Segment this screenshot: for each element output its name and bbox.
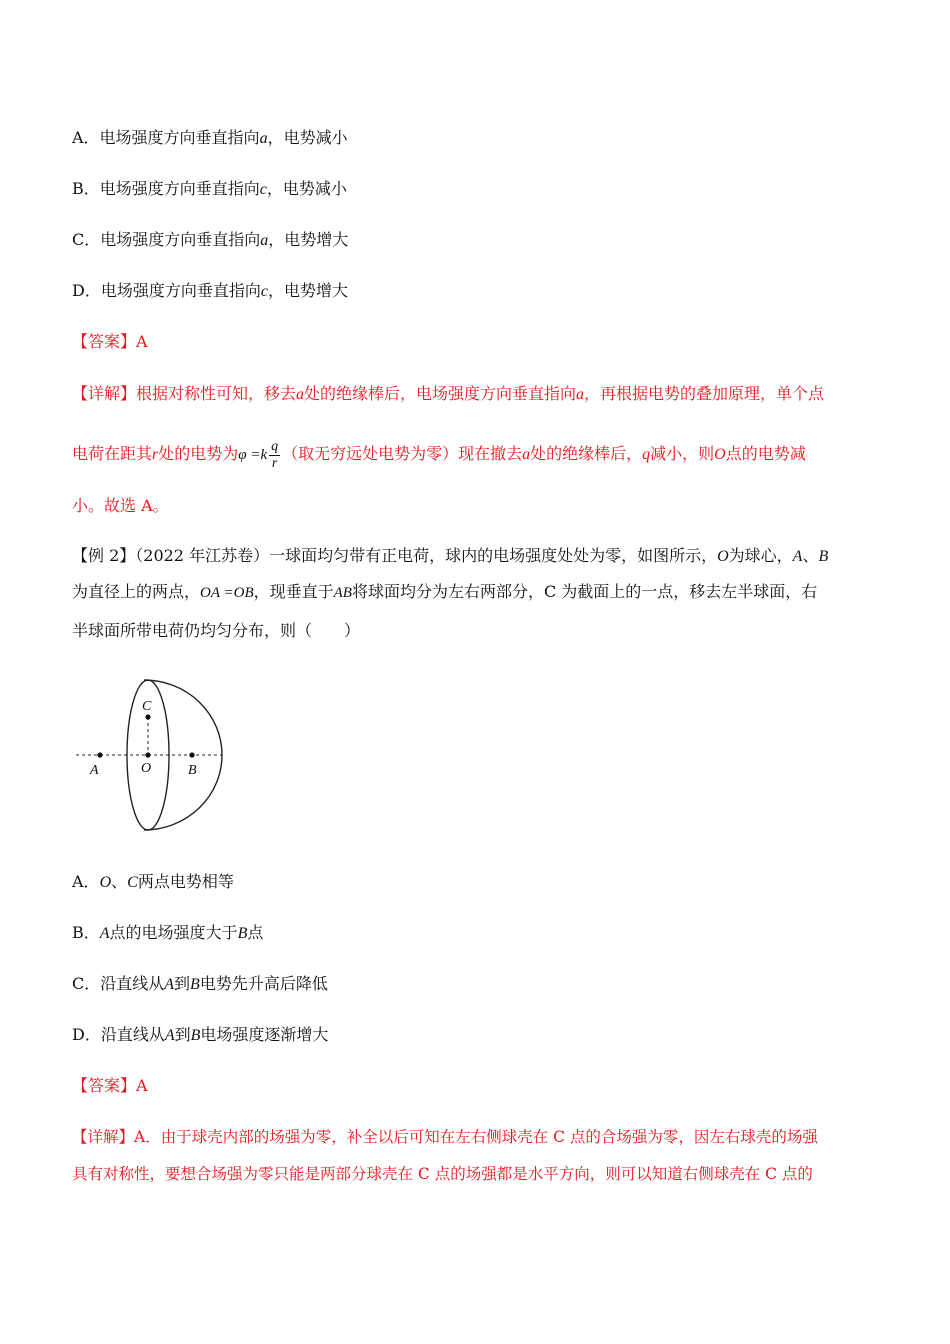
detail-q1-line3: 小。故选 A。 [72, 496, 169, 515]
potential-formula: φ =k $\frac{q}{r}$ [238, 439, 279, 472]
option-d-q2: D．沿直线从A到B电场强度逐渐增大 [72, 1025, 329, 1044]
example2-line2: 为直径上的两点，OA =OB，现垂直于AB将球面均分为左右两部分，C 为截面上的一点，移去左半球面，右 [72, 582, 818, 601]
fraction-q-over-r: $\frac{q}{r}$ [271, 439, 279, 472]
detail-q1-line1: 【详解】根据对称性可知，移去a处的绝缘棒后，电场强度方向垂直指向a，再根据电势的叠加原理，单个点 [72, 384, 825, 403]
label-c: C [142, 699, 152, 714]
detail-q2-line2: 具有对称性，要想合场强为零只能是两部分球壳在 C 点的场强都是水平方向，则可以知道右侧球壳在 C 点的 [72, 1165, 813, 1183]
answer-q2: 【答案】A [72, 1076, 148, 1095]
detail-q2-line1: 【详解】A．由于球壳内部的场强为零，补全以后可知在左右侧球壳在 C 点的合场强为零，因左右球壳的场强 [72, 1128, 818, 1146]
point-c [145, 714, 150, 719]
option-b-q1: B．电场强度方向垂直指向c，电势减小 [72, 179, 347, 198]
answer-q1: 【答案】A [72, 332, 148, 351]
point-b [189, 752, 194, 757]
detail-q1-line2: 电荷在距其r处的电势为φ =k $\frac{q}{r}$ （取无穷远处电势为零）现在撤去a处的绝缘棒后，q减小，则O点的电势减 [72, 439, 806, 472]
label-a: A [90, 763, 99, 778]
option-a-q1: A．电场强度方向垂直指向a，电势减小 [72, 128, 348, 147]
option-c-q1: C．电场强度方向垂直指向a，电势增大 [72, 230, 349, 249]
label-o: O [141, 761, 152, 776]
option-a-q2: A．O、C两点电势相等 [72, 872, 234, 891]
label-b: B [188, 763, 197, 778]
point-o [145, 752, 150, 757]
example2-line3: 半球面所带电荷仍均匀分布，则（ ） [72, 621, 361, 640]
option-d-q1: D．电场强度方向垂直指向c，电势增大 [72, 281, 348, 300]
point-a [97, 752, 102, 757]
example2-line1: 【例 2】（2022 年江苏卷）一球面均匀带有正电荷，球内的电场强度处处为零，如图所示，O为球心，A、B [72, 546, 829, 565]
hemisphere-figure [72, 672, 232, 834]
option-b-q2: B．A点的电场强度大于B点 [72, 923, 264, 942]
option-c-q2: C．沿直线从A到B电势先升高后降低 [72, 974, 328, 993]
